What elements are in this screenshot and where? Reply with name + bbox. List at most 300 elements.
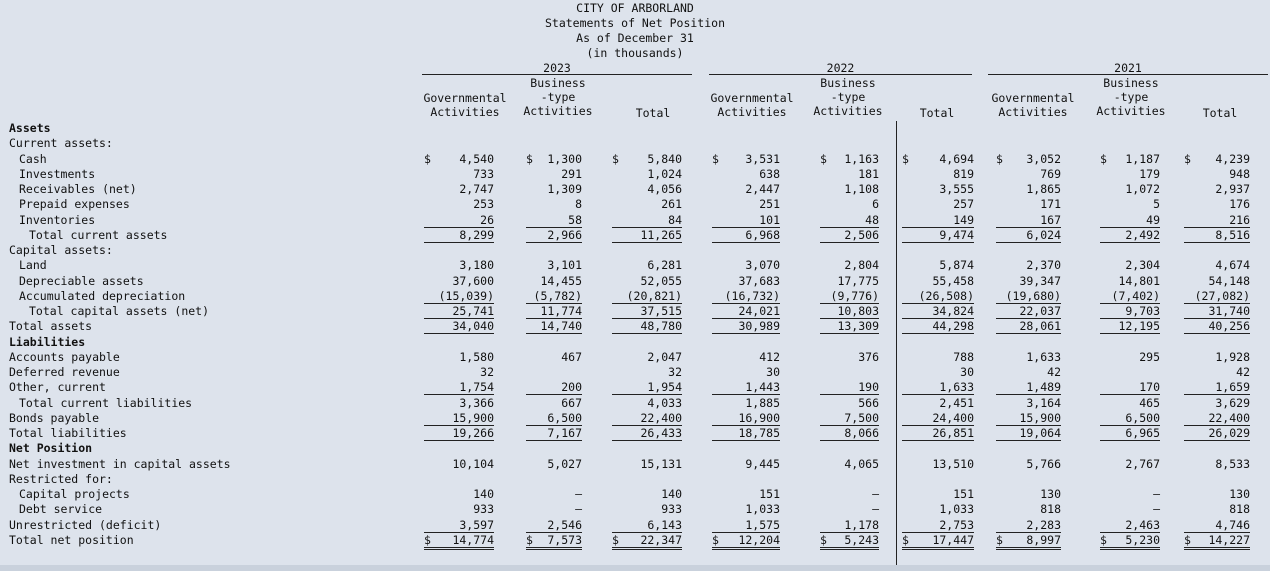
cell-value: 22,037 <box>1019 304 1061 318</box>
table-cell <box>526 213 582 228</box>
table-cell <box>996 426 1061 441</box>
table-cell <box>424 518 494 533</box>
table-cell <box>1100 457 1160 471</box>
table-cell <box>424 152 494 166</box>
table-cell <box>526 487 582 501</box>
table-cell <box>712 304 780 319</box>
table-cell <box>1184 289 1250 304</box>
bottom-scroll-strip <box>0 565 1270 571</box>
currency-symbol: $ <box>1184 532 1191 547</box>
cell-value: – <box>1153 487 1160 501</box>
table-cell <box>612 304 682 319</box>
table-cell <box>820 350 879 364</box>
cell-value: 7,500 <box>844 410 879 425</box>
cell-value: 3,531 <box>745 151 780 166</box>
cell-value: 8,066 <box>844 426 879 440</box>
cell-value: 1,024 <box>647 166 682 181</box>
row-label: Current assets: <box>9 136 113 151</box>
table-cell <box>820 396 879 410</box>
table-cell <box>820 533 879 550</box>
table-cell <box>996 213 1061 228</box>
cell-value: 7,573 <box>547 532 582 547</box>
cell-value: 818 <box>1040 502 1061 517</box>
cell-value: 4,239 <box>1215 151 1250 166</box>
cell-value: 1,865 <box>1026 182 1061 196</box>
cell-value: 253 <box>473 197 494 212</box>
cell-value: 4,540 <box>459 151 494 166</box>
cell-value: 819 <box>953 166 974 181</box>
cell-value: (15,039) <box>438 288 494 303</box>
table-cell <box>712 213 780 228</box>
cell-value: 9,445 <box>745 456 780 471</box>
cell-value: 10,803 <box>837 304 879 318</box>
cell-value: (26,508) <box>918 288 974 303</box>
table-cell <box>1100 380 1160 395</box>
cell-value: 55,458 <box>932 273 974 288</box>
cell-value: 54,148 <box>1208 273 1250 288</box>
cell-value: 2,753 <box>939 517 974 532</box>
table-cell <box>1100 213 1160 228</box>
cell-value: 933 <box>473 502 494 517</box>
table-cell <box>1100 396 1160 410</box>
cell-value: 26,433 <box>640 426 682 440</box>
statement-date: As of December 31 <box>576 31 694 45</box>
cell-value: 667 <box>561 395 582 410</box>
table-cell <box>820 167 879 181</box>
row-label: Assets <box>9 121 51 135</box>
cell-value: 295 <box>1139 349 1160 364</box>
table-cell <box>996 228 1061 243</box>
cell-value: 1,187 <box>1125 151 1160 166</box>
cell-value: 1,033 <box>745 502 780 517</box>
table-cell <box>712 197 780 211</box>
table-cell <box>902 396 974 410</box>
table-cell <box>1184 533 1250 550</box>
row-label: Deferred revenue <box>9 365 120 379</box>
table-cell <box>612 152 682 166</box>
table-cell <box>902 274 974 288</box>
table-cell <box>1100 518 1160 533</box>
table-cell <box>1184 396 1250 410</box>
cell-value: 1,033 <box>939 502 974 517</box>
table-cell <box>820 319 879 334</box>
cell-value: 1,108 <box>844 182 879 196</box>
cell-value: 34,824 <box>932 304 974 318</box>
cell-value: 2,463 <box>1125 517 1160 532</box>
cell-value: – <box>872 502 879 517</box>
cell-value: 2,546 <box>547 517 582 532</box>
table-cell <box>424 319 494 334</box>
cell-value: 48,780 <box>640 319 682 334</box>
cell-value: 948 <box>1229 166 1250 181</box>
table-cell <box>1184 365 1250 379</box>
cell-value: 6,024 <box>1026 227 1061 242</box>
cell-value: 1,928 <box>1215 349 1250 364</box>
cell-value: 39,347 <box>1019 273 1061 288</box>
cell-value: 9,474 <box>939 227 974 242</box>
cell-value: 167 <box>1040 212 1061 227</box>
cell-value: 130 <box>1040 487 1061 501</box>
table-cell <box>424 533 494 550</box>
cell-value: 2,451 <box>939 395 974 410</box>
column-header: Total <box>919 106 955 120</box>
cell-value: 24,021 <box>738 304 780 318</box>
table-cell <box>612 502 682 516</box>
currency-symbol: $ <box>902 532 909 547</box>
column-header: Governmental Activities <box>423 91 507 119</box>
cell-value: 3,070 <box>745 258 780 273</box>
row-label: Land <box>19 258 47 273</box>
cell-value: 376 <box>858 349 879 364</box>
table-cell <box>996 502 1061 516</box>
table-cell <box>1184 411 1250 426</box>
cell-value: 8,533 <box>1215 456 1250 471</box>
cell-value: 1,300 <box>547 151 582 166</box>
cell-value: 4,694 <box>939 151 974 166</box>
table-cell <box>902 182 974 196</box>
currency-symbol: $ <box>1100 151 1107 166</box>
table-cell <box>712 502 780 516</box>
table-cell <box>1184 518 1250 533</box>
table-cell <box>1184 182 1250 196</box>
row-label: Net Position <box>9 441 93 456</box>
table-cell <box>820 274 879 288</box>
cell-value: 5,766 <box>1026 456 1061 471</box>
table-cell <box>1100 350 1160 364</box>
table-cell <box>712 426 780 441</box>
table-cell <box>1184 350 1250 364</box>
cell-value: 11,774 <box>540 304 582 318</box>
cell-value: 11,265 <box>640 227 682 242</box>
cell-value: 6 <box>872 197 879 212</box>
cell-value: 3,101 <box>547 258 582 273</box>
table-cell <box>1100 411 1160 426</box>
row-label: Total current assets <box>29 227 168 242</box>
table-cell <box>1100 319 1160 334</box>
table-cell <box>712 350 780 364</box>
table-cell <box>996 289 1061 304</box>
cell-value: 32 <box>480 365 494 379</box>
cell-value: 3,597 <box>459 517 494 532</box>
table-cell <box>902 289 974 304</box>
cell-value: 467 <box>561 349 582 364</box>
row-label: Bonds payable <box>9 410 100 425</box>
cell-value: 6,143 <box>647 517 682 532</box>
cell-value: 40,256 <box>1208 319 1250 334</box>
table-cell <box>712 533 780 550</box>
column-header: Governmental Activities <box>710 91 794 119</box>
cell-value: – <box>872 487 879 501</box>
cell-value: 1,885 <box>745 395 780 410</box>
table-cell <box>712 167 780 181</box>
cell-value: 22,400 <box>1208 410 1250 425</box>
cell-value: 42 <box>1236 365 1250 379</box>
row-label: Restricted for: <box>9 471 113 486</box>
cell-value: 24,400 <box>932 410 974 425</box>
cell-value: 19,064 <box>1019 426 1061 440</box>
table-cell <box>902 426 974 441</box>
cell-value: 8,516 <box>1215 227 1250 242</box>
cell-value: (27,082) <box>1194 288 1250 303</box>
table-cell <box>612 350 682 364</box>
table-cell <box>612 487 682 501</box>
table-cell <box>1184 274 1250 288</box>
table-cell <box>1100 304 1160 319</box>
table-cell <box>712 152 780 166</box>
cell-value: 6,965 <box>1125 426 1160 440</box>
cell-value: 2,492 <box>1125 227 1160 242</box>
currency-symbol: $ <box>712 532 719 547</box>
cell-value: 6,500 <box>547 410 582 425</box>
table-cell <box>526 167 582 181</box>
cell-value: 2,506 <box>844 227 879 242</box>
cell-value: 15,900 <box>1019 410 1061 425</box>
column-separator-line <box>896 121 897 571</box>
cell-value: 1,443 <box>745 380 780 395</box>
cell-value: 4,065 <box>844 456 879 471</box>
table-cell <box>612 197 682 211</box>
currency-symbol: $ <box>996 532 1003 547</box>
row-label: Capital projects <box>19 487 130 501</box>
currency-symbol: $ <box>820 532 827 547</box>
cell-value: 37,683 <box>738 273 780 288</box>
row-label: Prepaid expenses <box>19 197 130 212</box>
currency-symbol: $ <box>902 151 909 166</box>
table-cell <box>712 411 780 426</box>
cell-value: 22,400 <box>640 410 682 425</box>
table-cell <box>612 319 682 334</box>
table-cell <box>424 289 494 304</box>
table-cell <box>424 380 494 395</box>
table-cell <box>612 518 682 533</box>
cell-value: 1,072 <box>1125 182 1160 196</box>
cell-value: 149 <box>953 212 974 227</box>
table-cell <box>820 487 879 501</box>
cell-value: 14,455 <box>540 273 582 288</box>
cell-value: (20,821) <box>626 288 682 303</box>
table-cell <box>612 213 682 228</box>
cell-value: 8,997 <box>1026 532 1061 547</box>
cell-value: 788 <box>953 349 974 364</box>
table-cell <box>1184 380 1250 395</box>
table-cell <box>996 167 1061 181</box>
currency-symbol: $ <box>1100 532 1107 547</box>
table-cell <box>820 426 879 441</box>
table-cell <box>712 274 780 288</box>
table-cell <box>424 365 494 379</box>
cell-value: 16,900 <box>738 410 780 425</box>
year-underline-2021 <box>988 74 1268 75</box>
table-cell <box>424 411 494 426</box>
table-cell <box>996 518 1061 533</box>
table-cell <box>1184 502 1250 516</box>
table-cell <box>526 518 582 533</box>
table-cell <box>1100 228 1160 243</box>
cell-value: 101 <box>759 212 780 227</box>
row-label: Accumulated depreciation <box>19 288 186 303</box>
row-label: Accounts payable <box>9 349 120 364</box>
table-cell <box>612 258 682 272</box>
cell-value: 5,840 <box>647 151 682 166</box>
column-header: Governmental Activities <box>991 91 1075 119</box>
table-cell <box>712 319 780 334</box>
table-cell <box>712 487 780 501</box>
cell-value: – <box>575 487 582 501</box>
cell-value: 18,785 <box>738 426 780 440</box>
cell-value: 412 <box>759 349 780 364</box>
cell-value: 48 <box>865 212 879 227</box>
table-cell <box>820 289 879 304</box>
table-cell <box>712 380 780 395</box>
table-cell <box>526 319 582 334</box>
year-header-2022: 2022 <box>826 61 855 75</box>
cell-value: 1,754 <box>459 380 494 395</box>
table-cell <box>424 182 494 196</box>
table-cell <box>712 228 780 243</box>
table-cell <box>612 411 682 426</box>
cell-value: 37,600 <box>452 273 494 288</box>
cell-value: 31,740 <box>1208 304 1250 318</box>
cell-value: 15,131 <box>640 456 682 471</box>
cell-value: 49 <box>1146 212 1160 227</box>
cell-value: – <box>1153 502 1160 517</box>
table-cell <box>996 319 1061 334</box>
cell-value: 26,029 <box>1208 426 1250 440</box>
cell-value: 17,447 <box>932 532 974 547</box>
cell-value: 4,746 <box>1215 517 1250 532</box>
table-cell <box>526 411 582 426</box>
table-cell <box>820 518 879 533</box>
table-cell <box>1184 258 1250 272</box>
table-cell <box>1100 182 1160 196</box>
year-underline-2022 <box>709 74 972 75</box>
table-cell <box>612 457 682 471</box>
currency-symbol: $ <box>424 532 431 547</box>
table-cell <box>526 350 582 364</box>
table-cell <box>526 182 582 196</box>
cell-value: 4,033 <box>647 395 682 410</box>
table-cell <box>1184 197 1250 211</box>
cell-value: 566 <box>858 395 879 410</box>
cell-value: 6,968 <box>745 227 780 242</box>
table-cell <box>712 365 780 379</box>
table-cell <box>424 487 494 501</box>
table-cell <box>996 457 1061 471</box>
cell-value: 10,104 <box>452 456 494 471</box>
table-cell <box>424 502 494 516</box>
table-cell <box>424 350 494 364</box>
table-cell <box>820 197 879 211</box>
column-header: Total <box>1202 106 1238 120</box>
cell-value: 5,027 <box>547 456 582 471</box>
cell-value: 2,283 <box>1026 517 1061 532</box>
cell-value: 2,447 <box>745 182 780 196</box>
cell-value: 14,227 <box>1208 532 1250 547</box>
table-cell <box>996 152 1061 166</box>
table-cell <box>712 396 780 410</box>
table-cell <box>996 380 1061 395</box>
table-cell <box>996 396 1061 410</box>
table-cell <box>902 533 974 550</box>
cell-value: 200 <box>561 380 582 395</box>
table-cell <box>996 350 1061 364</box>
cell-value: 30,989 <box>738 319 780 334</box>
cell-value: 14,801 <box>1118 273 1160 288</box>
row-label: Depreciable assets <box>19 273 144 288</box>
table-cell <box>820 457 879 471</box>
table-cell <box>902 258 974 272</box>
table-cell <box>526 457 582 471</box>
cell-value: 3,366 <box>459 395 494 410</box>
table-cell <box>820 213 879 228</box>
cell-value: 2,767 <box>1125 456 1160 471</box>
cell-value: 3,629 <box>1215 395 1250 410</box>
cell-value: 2,747 <box>459 182 494 196</box>
cell-value: 176 <box>1229 197 1250 212</box>
table-cell <box>1100 258 1160 272</box>
table-cell <box>902 152 974 166</box>
row-label: Receivables (net) <box>19 182 137 196</box>
table-cell <box>612 426 682 441</box>
cell-value: 1,633 <box>1026 349 1061 364</box>
column-header: Business -type Activities <box>523 76 593 118</box>
cell-value: 19,266 <box>452 426 494 440</box>
cell-value: 4,056 <box>647 182 682 196</box>
cell-value: 5,874 <box>939 258 974 273</box>
table-cell <box>424 228 494 243</box>
cell-value: 140 <box>661 487 682 501</box>
cell-value: 6,500 <box>1125 410 1160 425</box>
table-cell <box>902 197 974 211</box>
cell-value: 26,851 <box>932 426 974 440</box>
table-cell <box>1100 197 1160 211</box>
table-cell <box>1100 274 1160 288</box>
table-cell <box>1184 213 1250 228</box>
table-cell <box>996 258 1061 272</box>
row-label: Unrestricted (deficit) <box>9 517 162 532</box>
cell-value: 30 <box>960 365 974 379</box>
currency-symbol: $ <box>612 151 619 166</box>
cell-value: 28,061 <box>1019 319 1061 334</box>
table-cell <box>902 213 974 228</box>
row-label: Other, current <box>9 380 106 395</box>
table-cell <box>902 518 974 533</box>
table-cell <box>612 228 682 243</box>
cell-value: 5,230 <box>1125 532 1160 547</box>
table-cell <box>1184 228 1250 243</box>
row-label: Cash <box>19 151 47 166</box>
cell-value: 3,180 <box>459 258 494 273</box>
table-cell <box>902 304 974 319</box>
row-label: Total current liabilities <box>19 395 193 410</box>
table-cell <box>526 502 582 516</box>
table-cell <box>526 258 582 272</box>
table-cell <box>1184 152 1250 166</box>
table-cell <box>996 533 1061 550</box>
table-cell <box>902 228 974 243</box>
cell-value: 130 <box>1229 487 1250 501</box>
table-cell <box>1100 289 1160 304</box>
table-cell <box>996 182 1061 196</box>
table-cell <box>820 411 879 426</box>
column-header: Business -type Activities <box>813 76 883 118</box>
table-cell <box>902 380 974 395</box>
table-cell <box>902 167 974 181</box>
currency-symbol: $ <box>820 151 827 166</box>
cell-value: 8 <box>575 197 582 212</box>
cell-value: 26 <box>480 212 494 227</box>
table-cell <box>1100 487 1160 501</box>
